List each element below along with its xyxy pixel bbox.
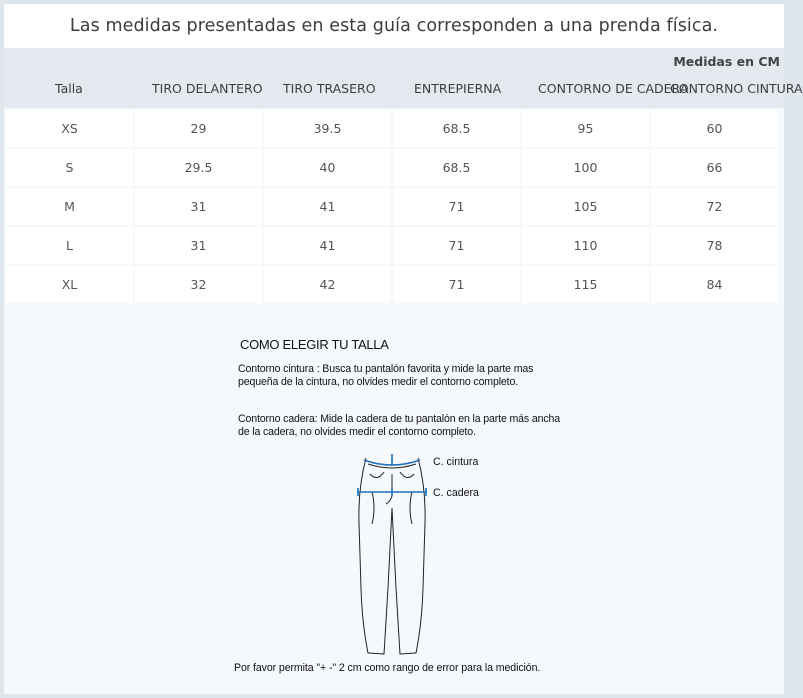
size-cell: XS: [6, 110, 133, 147]
hip-cell: 100: [522, 149, 649, 186]
error-margin-note: Por favor permita "+ -" 2 cm como rango de error para la medición.: [234, 662, 541, 674]
back-rise-cell: 41: [264, 227, 391, 264]
hip-cell: 105: [522, 188, 649, 225]
waist-cell: 72: [651, 188, 778, 225]
guide-heading: COMO ELEGIR TU TALLA: [240, 337, 389, 352]
back-rise-cell: 41: [264, 188, 391, 225]
inseam-cell: 71: [393, 188, 520, 225]
front-rise-cell: 32: [135, 266, 262, 303]
inseam-cell: 68.5: [393, 149, 520, 186]
back-rise-cell: 42: [264, 266, 391, 303]
back-rise-cell: 40: [264, 149, 391, 186]
back-rise-cell: 39.5: [264, 110, 391, 147]
hip-cell: 110: [522, 227, 649, 264]
inseam-cell: 71: [393, 227, 520, 264]
inseam-cell: 71: [393, 266, 520, 303]
page-title: Las medidas presentadas en esta guía corresponden a una prenda física.: [4, 4, 784, 48]
waist-instructions: Contorno cintura : Busca tu pantalón favorita y mide la parte mas pequeña de la cintura, no olvides medir el contorno completo.: [238, 363, 534, 388]
table-row: [4, 149, 784, 186]
hip-instructions: Contorno cadera: Mide la cadera de tu pantalón en la parte más ancha de la cadera, no olvides medir el contorno completo.: [238, 413, 560, 438]
waist-label: C. cintura: [433, 456, 479, 468]
size-cell: M: [6, 188, 133, 225]
inseam-cell: 68.5: [393, 110, 520, 147]
front-rise-cell: 31: [135, 227, 262, 264]
table-row: [4, 266, 784, 303]
size-guide-panel: [4, 4, 803, 694]
table-row: [4, 188, 784, 225]
waist-cell: 66: [651, 149, 778, 186]
size-cell: L: [6, 227, 133, 264]
front-rise-cell: 31: [135, 188, 262, 225]
hip-cell: 115: [522, 266, 649, 303]
column-header-inseam: ENTREPIERNA: [414, 81, 502, 96]
column-header-size: Talla: [55, 81, 83, 96]
waist-cell: 78: [651, 227, 778, 264]
table-row: [4, 227, 784, 264]
table-header-band: [4, 48, 784, 108]
column-header-front-rise: TIRO DELANTERO: [152, 81, 263, 96]
front-rise-cell: 29.5: [135, 149, 262, 186]
front-rise-cell: 29: [135, 110, 262, 147]
column-header-hip: CONTORNO DE CADERA: [538, 81, 689, 96]
waist-cell: 60: [651, 110, 778, 147]
units-note: Medidas en CM: [673, 54, 780, 69]
hip-label: C. cadera: [433, 487, 479, 499]
how-to-measure-guide: [232, 330, 582, 675]
column-header-back-rise: TIRO TRASERO: [283, 81, 376, 96]
column-header-waist: CONTORNO CINTURA: [670, 81, 803, 96]
size-cell: XL: [6, 266, 133, 303]
table-row: [4, 110, 784, 147]
size-cell: S: [6, 149, 133, 186]
hip-cell: 95: [522, 110, 649, 147]
pants-illustration-icon: [350, 448, 450, 658]
waist-cell: 84: [651, 266, 778, 303]
